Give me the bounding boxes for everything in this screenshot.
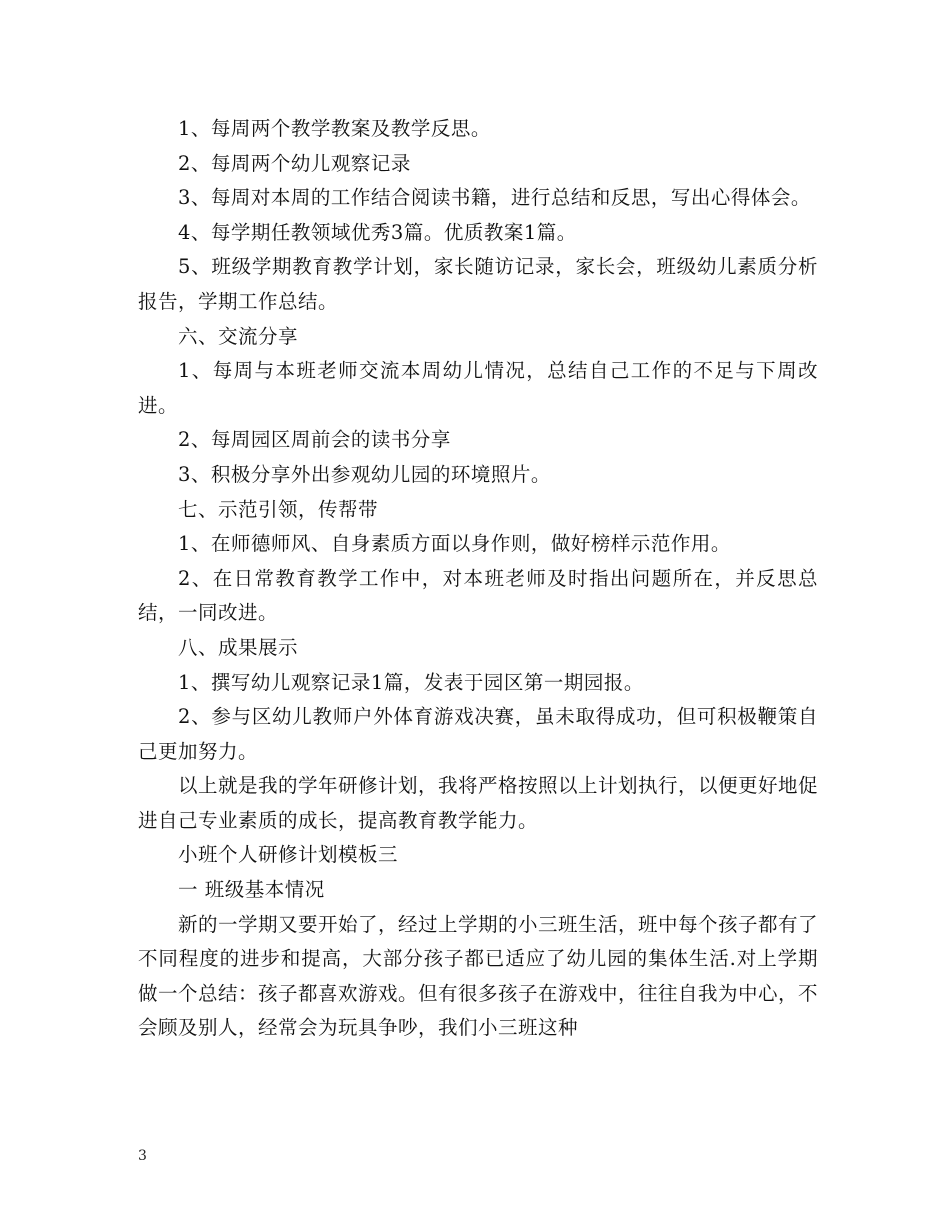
paragraph-sharing-2: 2、每周园区周前会的读书分享 [178, 428, 451, 452]
template-title: 小班个人研修计划模板三 [178, 843, 399, 867]
paragraph-conclusion: 以上就是我的学年研修计划，我将严格按照以上计划执行，以便更好地促进自己专业素质的成长，提高教育教学能力。 [138, 774, 819, 832]
paragraph-item-3: 3、每周对本周的工作结合阅读书籍，进行总结和反思，写出心得体会。 [178, 186, 811, 210]
paragraph-item-4: 4、每学期任教领域优秀3篇。优质教案1篇。 [178, 220, 577, 244]
paragraph-sharing-1: 1、每周与本班老师交流本周幼儿情况，总结自己工作的不足与下周改进。 [138, 359, 818, 417]
page-number: 3 [138, 1148, 147, 1164]
paragraph-sharing-3: 3、积极分享外出参观幼儿园的环境照片。 [178, 462, 551, 486]
section-heading-class-overview: 一 班级基本情况 [178, 878, 325, 902]
paragraph-class-overview: 新的一学期又要开始了，经过上学期的小三班生活，班中每个孩子都有了不同程度的进步和提高，大部分孩子都已适应了幼儿园的集体生活.对上学期做一个总结：孩子都喜欢游戏。但有很多孩子在游戏中，往往自我为中心，不会顾及别人，经常会为玩具争吵，我们小三班这种 [138, 912, 819, 1040]
paragraph-item-1: 1、每周两个教学教案及教学反思。 [178, 117, 491, 140]
paragraph-item-5: 5、班级学期教育教学计划，家长随访记录，家长会，班级幼儿素质分析报告，学期工作总结。 [138, 255, 818, 313]
document-body [138, 112, 818, 1046]
paragraph-leading-1: 1、在师德师风、自身素质方面以身作则，做好榜样示范作用。 [178, 532, 731, 556]
paragraph-leading-2: 2、在日常教育教学工作中，对本班老师及时指出问题所在，并反思总结，一同改进。 [138, 566, 818, 625]
paragraph-results-2: 2、参与区幼儿教师户外体育游戏决赛，虽未取得成功，但可积极鞭策自己更加努力。 [138, 705, 818, 763]
section-heading-leading: 七、示范引领，传帮带 [178, 497, 379, 521]
paragraph-results-1: 1、撰写幼儿观察记录1篇，发表于园区第一期园报。 [178, 670, 644, 694]
section-heading-sharing: 六、交流分享 [178, 324, 299, 348]
paragraph-item-2: 2、每周两个幼儿观察记录 [178, 151, 411, 175]
section-heading-results: 八、成果展示 [178, 635, 299, 659]
